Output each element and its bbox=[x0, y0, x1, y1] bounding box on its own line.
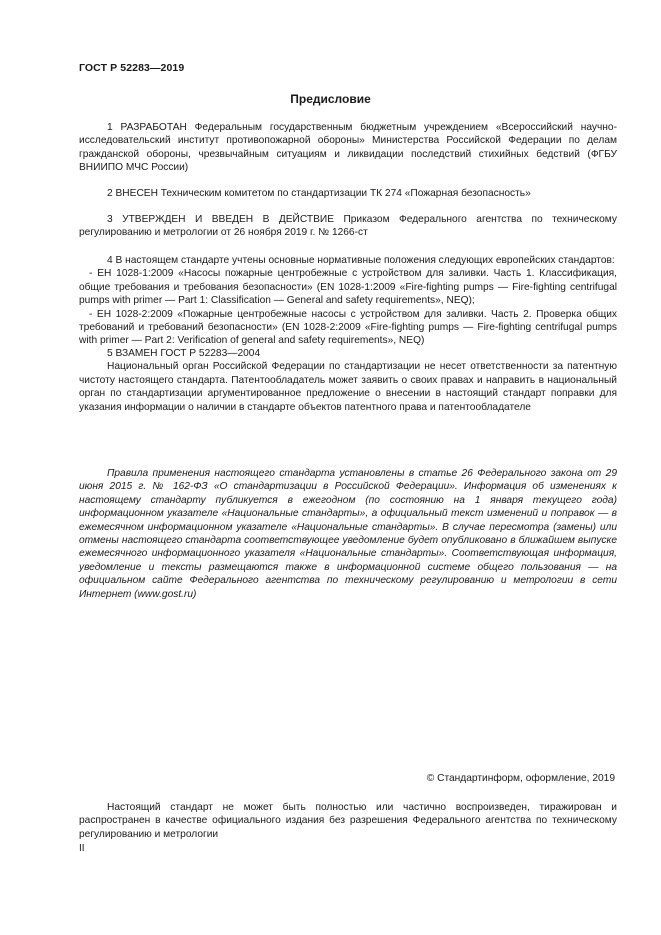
item-4-intro: 4 В настоящем стандарте учтены основные нормативные положения следующих европейских стандартов: bbox=[107, 255, 615, 266]
item-5-body: Национальный орган Российской Федерации по стандартизации не несет ответственности за патентную чистоту настоящего стандарта. Патентообладатель может заявить о своих правах и направить в национальный орган по стандартизации аргументированное предложение о внесении в настоящий стандарт поправки для указания информации о наличии в стандарте объектов патентного права и патентообладателе bbox=[79, 361, 617, 413]
item-4-bullet-2: - ЕН 1028-2:2009 «Пожарные центробежные насосы с устройством для заливки. Часть 2. Проверка общих требований и требований безопасности» (EN 1028-2:2009 «Fire-fighting pumps — Fire-fighting centrifugal pumps with primer — Part 2: Verification of general and safety requirements», NEQ) bbox=[79, 308, 617, 347]
reproduction-notice-text: Настоящий стандарт не может быть полностью или частично воспроизведен, тиражирован и распространен в качестве официального издания без разрешения Федерального агентства по техническому регулированию и метрологии bbox=[79, 802, 617, 840]
rules-note-text: Правила применения настоящего стандарта установлены в статье 26 Федерального закона от 29 июня 2015 г. № 162-ФЗ «О стандартизации в Российской Федерации». Информация об изменениях к настоящему стандарту публикуется в ежегодном (по состоянию на 1 января текущего года) информационном указателе «Национальные стандарты», а официальный текст изменений и поправок — в ежемесячном информационном указателе «Национальные стандарты». В случае пересмотра (замены) или отмены настоящего стандарта соответствующее уведомление будет опубликовано в ближайшем выпуске ежемесячного информационного указателя «Национальные стандарты». Соответствующая информация, уведомление и тексты размещаются также в информационной системе общего пользования — на официальном сайте Федерального агентства по техническому регулированию и метрологии в сети Интернет (www.gost.ru) bbox=[79, 468, 617, 600]
item-5-section bbox=[79, 347, 617, 414]
reproduction-notice-section bbox=[79, 801, 617, 841]
item-4-section bbox=[79, 254, 617, 348]
page-number: II bbox=[79, 843, 85, 854]
item-1-section bbox=[79, 121, 617, 175]
item-2-section bbox=[79, 187, 617, 200]
copyright-line: © Стандартинформ, оформление, 2019 bbox=[426, 773, 615, 784]
item-4-bullet-1: - ЕН 1028-1:2009 «Насосы пожарные центробежные с устройством для заливки. Часть 1. Классификация, общие требования и требования безопасности» (EN 1028-1:2009 «Fire-fighting pumps — Fire-fighting centrifugal pumps with primer — Part 1: Classification — General and safety requirements», NEQ); bbox=[79, 268, 617, 307]
item-3-section bbox=[79, 213, 617, 240]
document-code-header: ГОСТ Р 52283—2019 bbox=[79, 62, 185, 74]
page-title: Предисловие bbox=[290, 92, 371, 106]
item-2-text: 2 ВНЕСЕН Техническим комитетом по стандартизации ТК 274 «Пожарная безопасность» bbox=[107, 188, 531, 199]
rules-note-section bbox=[79, 467, 617, 601]
item-1-text: 1 РАЗРАБОТАН Федеральным государственным бюджетным учреждением «Всероссийский научно-исследовательский институт противопожарной обороны» Министерства Российской Федерации по делам гражданской обороны, чрезвычайным ситуациям и ликвидации последствий стихийных бедствий (ФГБУ ВНИИПО МЧС России) bbox=[79, 122, 617, 174]
item-5-heading: 5 ВЗАМЕН ГОСТ Р 52283—2004 bbox=[107, 348, 261, 359]
item-3-text: 3 УТВЕРЖДЕН И ВВЕДЕН В ДЕЙСТВИЕ Приказом Федерального агентства по техническому регулированию и метрологии от 26 ноября 2019 г. № 1266-ст bbox=[79, 214, 617, 239]
